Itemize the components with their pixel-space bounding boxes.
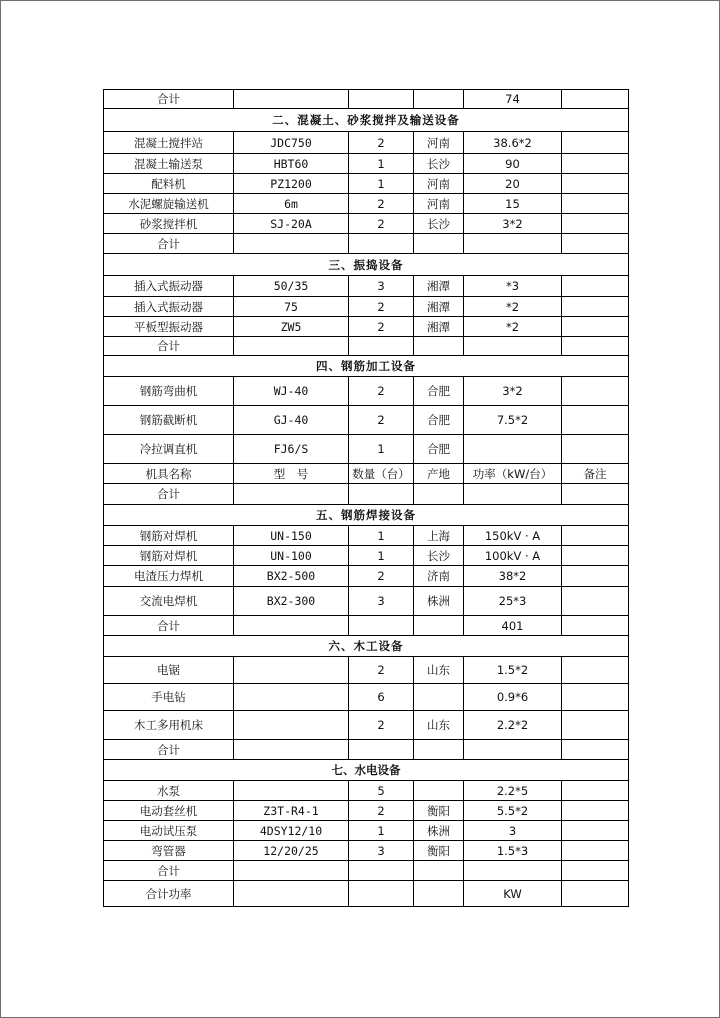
section-header-row [104, 254, 629, 276]
model-cell [234, 337, 349, 356]
equipment-name-cell: 配料机 [104, 174, 234, 194]
model-cell: BX2-300 [234, 587, 349, 616]
model-cell [234, 881, 349, 907]
power-cell: 0.9*6 [464, 684, 562, 711]
equipment-name-cell: 合计 [104, 484, 234, 505]
origin-cell: 湘潭 [414, 297, 464, 317]
power-cell: 38*2 [464, 566, 562, 587]
remark-cell [562, 821, 629, 841]
model-cell: Z3T-R4-1 [234, 801, 349, 821]
table-row [104, 132, 629, 154]
remark-cell [562, 801, 629, 821]
power-cell: 20 [464, 174, 562, 194]
quantity-cell: 3 [349, 587, 414, 616]
power-cell: 401 [464, 616, 562, 636]
quantity-cell: 2 [349, 801, 414, 821]
table-row [104, 657, 629, 684]
origin-cell: 衡阳 [414, 801, 464, 821]
table-row [104, 377, 629, 406]
power-cell: KW [464, 881, 562, 907]
table-row [104, 821, 629, 841]
origin-cell: 合肥 [414, 377, 464, 406]
origin-cell: 上海 [414, 526, 464, 546]
equipment-name-cell: 电锯 [104, 657, 234, 684]
table-row [104, 435, 629, 464]
origin-cell: 产地 [414, 464, 464, 484]
table-row [104, 526, 629, 546]
equipment-table-body [104, 90, 629, 907]
quantity-cell [349, 90, 414, 109]
quantity-cell: 1 [349, 546, 414, 566]
origin-cell: 河南 [414, 194, 464, 214]
equipment-name-cell: 钢筋弯曲机 [104, 377, 234, 406]
table-row [104, 194, 629, 214]
origin-cell [414, 90, 464, 109]
remark-cell [562, 132, 629, 154]
model-cell: 75 [234, 297, 349, 317]
table-row [104, 740, 629, 760]
quantity-cell [349, 861, 414, 881]
table-row [104, 276, 629, 297]
quantity-cell: 6 [349, 684, 414, 711]
table-row [104, 566, 629, 587]
table-row [104, 484, 629, 505]
origin-cell: 山东 [414, 657, 464, 684]
remark-cell [562, 684, 629, 711]
quantity-cell [349, 881, 414, 907]
power-cell: 2.2*5 [464, 781, 562, 801]
remark-cell [562, 214, 629, 234]
remark-cell [562, 740, 629, 760]
quantity-cell: 2 [349, 377, 414, 406]
remark-cell [562, 90, 629, 109]
power-cell: 90 [464, 154, 562, 174]
model-cell [234, 740, 349, 760]
remark-cell [562, 297, 629, 317]
equipment-name-cell: 钢筋对焊机 [104, 546, 234, 566]
quantity-cell: 2 [349, 317, 414, 337]
remark-cell [562, 861, 629, 881]
equipment-name-cell: 手电钻 [104, 684, 234, 711]
table-row [104, 616, 629, 636]
table-row [104, 861, 629, 881]
power-cell: 25*3 [464, 587, 562, 616]
equipment-name-cell: 水泵 [104, 781, 234, 801]
equipment-name-cell: 混凝土输送泵 [104, 154, 234, 174]
origin-cell [414, 861, 464, 881]
table-row [104, 711, 629, 740]
remark-cell [562, 566, 629, 587]
remark-cell: 备注 [562, 464, 629, 484]
power-cell [464, 740, 562, 760]
table-row [104, 841, 629, 861]
quantity-cell [349, 337, 414, 356]
table-row [104, 154, 629, 174]
table-row [104, 801, 629, 821]
power-cell: 3*2 [464, 214, 562, 234]
section-title: 三、振捣设备 [104, 254, 629, 276]
model-cell [234, 484, 349, 505]
origin-cell [414, 616, 464, 636]
power-cell: 3*2 [464, 377, 562, 406]
origin-cell [414, 234, 464, 254]
equipment-name-cell: 合计 [104, 740, 234, 760]
origin-cell: 长沙 [414, 154, 464, 174]
model-cell: WJ-40 [234, 377, 349, 406]
power-cell: *3 [464, 276, 562, 297]
section-title: 四、钢筋加工设备 [104, 356, 629, 377]
remark-cell [562, 616, 629, 636]
table-row [104, 337, 629, 356]
quantity-cell: 数量（台） [349, 464, 414, 484]
table-row [104, 297, 629, 317]
quantity-cell: 2 [349, 657, 414, 684]
origin-cell [414, 684, 464, 711]
quantity-cell: 1 [349, 435, 414, 464]
remark-cell [562, 337, 629, 356]
origin-cell: 湘潭 [414, 317, 464, 337]
remark-cell [562, 526, 629, 546]
power-cell: *2 [464, 317, 562, 337]
quantity-cell [349, 234, 414, 254]
equipment-name-cell: 合计 [104, 90, 234, 109]
quantity-cell: 2 [349, 132, 414, 154]
model-cell: JDC750 [234, 132, 349, 154]
section-header-row [104, 356, 629, 377]
quantity-cell: 1 [349, 174, 414, 194]
power-cell: 15 [464, 194, 562, 214]
origin-cell: 合肥 [414, 406, 464, 435]
model-cell: 50/35 [234, 276, 349, 297]
remark-cell [562, 546, 629, 566]
model-cell [234, 657, 349, 684]
model-cell [234, 711, 349, 740]
equipment-name-cell: 木工多用机床 [104, 711, 234, 740]
table-row [104, 881, 629, 907]
equipment-name-cell: 弯管器 [104, 841, 234, 861]
table-row [104, 317, 629, 337]
origin-cell: 湘潭 [414, 276, 464, 297]
power-cell [464, 234, 562, 254]
remark-cell [562, 174, 629, 194]
remark-cell [562, 154, 629, 174]
model-cell: ZW5 [234, 317, 349, 337]
quantity-cell: 2 [349, 406, 414, 435]
origin-cell [414, 740, 464, 760]
remark-cell [562, 881, 629, 907]
remark-cell [562, 377, 629, 406]
power-cell: 150kV · A [464, 526, 562, 546]
equipment-name-cell: 电动套丝机 [104, 801, 234, 821]
power-cell: 100kV · A [464, 546, 562, 566]
section-header-row [104, 636, 629, 657]
origin-cell [414, 337, 464, 356]
power-cell: 2.2*2 [464, 711, 562, 740]
origin-cell: 山东 [414, 711, 464, 740]
quantity-cell: 2 [349, 566, 414, 587]
quantity-cell: 2 [349, 711, 414, 740]
section-header-row [104, 760, 629, 781]
quantity-cell: 1 [349, 154, 414, 174]
power-cell: 1.5*3 [464, 841, 562, 861]
power-cell [464, 435, 562, 464]
model-cell: UN-100 [234, 546, 349, 566]
model-cell: BX2-500 [234, 566, 349, 587]
section-title: 五、钢筋焊接设备 [104, 505, 629, 526]
origin-cell: 衡阳 [414, 841, 464, 861]
equipment-name-cell: 插入式振动器 [104, 276, 234, 297]
equipment-name-cell: 冷拉调直机 [104, 435, 234, 464]
power-cell: 5.5*2 [464, 801, 562, 821]
origin-cell [414, 484, 464, 505]
origin-cell: 长沙 [414, 214, 464, 234]
table-row [104, 90, 629, 109]
quantity-cell: 2 [349, 214, 414, 234]
section-title: 七、水电设备 [104, 760, 629, 781]
equipment-name-cell: 混凝土搅拌站 [104, 132, 234, 154]
remark-cell [562, 781, 629, 801]
power-cell [464, 861, 562, 881]
quantity-cell: 3 [349, 276, 414, 297]
quantity-cell [349, 484, 414, 505]
remark-cell [562, 484, 629, 505]
quantity-cell: 5 [349, 781, 414, 801]
power-cell: 7.5*2 [464, 406, 562, 435]
section-title: 二、混凝土、砂浆搅拌及输送设备 [104, 109, 629, 132]
power-cell [464, 337, 562, 356]
equipment-name-cell: 合计功率 [104, 881, 234, 907]
model-cell: PZ1200 [234, 174, 349, 194]
origin-cell: 河南 [414, 174, 464, 194]
model-cell: 12/20/25 [234, 841, 349, 861]
section-title: 六、木工设备 [104, 636, 629, 657]
power-cell: 3 [464, 821, 562, 841]
table-row [104, 587, 629, 616]
equipment-name-cell: 机具名称 [104, 464, 234, 484]
remark-cell [562, 406, 629, 435]
remark-cell [562, 711, 629, 740]
remark-cell [562, 841, 629, 861]
model-cell [234, 684, 349, 711]
equipment-name-cell: 合计 [104, 337, 234, 356]
equipment-name-cell: 合计 [104, 861, 234, 881]
model-cell: 4DSY12/10 [234, 821, 349, 841]
quantity-cell [349, 740, 414, 760]
quantity-cell: 1 [349, 526, 414, 546]
model-cell: SJ-20A [234, 214, 349, 234]
table-row [104, 781, 629, 801]
table-row [104, 546, 629, 566]
power-cell: 38.6*2 [464, 132, 562, 154]
equipment-name-cell: 合计 [104, 234, 234, 254]
remark-cell [562, 587, 629, 616]
quantity-cell: 2 [349, 194, 414, 214]
equipment-name-cell: 合计 [104, 616, 234, 636]
equipment-name-cell: 电动试压泵 [104, 821, 234, 841]
table-row [104, 464, 629, 484]
table-row [104, 174, 629, 194]
equipment-name-cell: 钢筋截断机 [104, 406, 234, 435]
table-row [104, 234, 629, 254]
origin-cell [414, 781, 464, 801]
table-row [104, 214, 629, 234]
model-cell: GJ-40 [234, 406, 349, 435]
model-cell: UN-150 [234, 526, 349, 546]
origin-cell: 济南 [414, 566, 464, 587]
model-cell [234, 781, 349, 801]
remark-cell [562, 317, 629, 337]
remark-cell [562, 234, 629, 254]
equipment-name-cell: 插入式振动器 [104, 297, 234, 317]
equipment-name-cell: 交流电焊机 [104, 587, 234, 616]
origin-cell: 株洲 [414, 821, 464, 841]
origin-cell: 合肥 [414, 435, 464, 464]
equipment-name-cell: 水泥螺旋输送机 [104, 194, 234, 214]
model-cell: 型 号 [234, 464, 349, 484]
origin-cell: 长沙 [414, 546, 464, 566]
table-row [104, 684, 629, 711]
model-cell [234, 90, 349, 109]
model-cell [234, 861, 349, 881]
model-cell [234, 234, 349, 254]
model-cell: HBT60 [234, 154, 349, 174]
power-cell: 74 [464, 90, 562, 109]
remark-cell [562, 435, 629, 464]
quantity-cell: 3 [349, 841, 414, 861]
model-cell: 6m [234, 194, 349, 214]
quantity-cell: 1 [349, 821, 414, 841]
power-cell: *2 [464, 297, 562, 317]
quantity-cell [349, 616, 414, 636]
remark-cell [562, 276, 629, 297]
power-cell: 1.5*2 [464, 657, 562, 684]
remark-cell [562, 657, 629, 684]
equipment-name-cell: 砂浆搅拌机 [104, 214, 234, 234]
origin-cell [414, 881, 464, 907]
origin-cell: 河南 [414, 132, 464, 154]
power-cell: 功率（kW/台） [464, 464, 562, 484]
section-header-row [104, 505, 629, 526]
model-cell [234, 616, 349, 636]
section-header-row [104, 109, 629, 132]
quantity-cell: 2 [349, 297, 414, 317]
equipment-name-cell: 平板型振动器 [104, 317, 234, 337]
table-row [104, 406, 629, 435]
power-cell [464, 484, 562, 505]
model-cell: FJ6/S [234, 435, 349, 464]
equipment-name-cell: 钢筋对焊机 [104, 526, 234, 546]
equipment-name-cell: 电渣压力焊机 [104, 566, 234, 587]
remark-cell [562, 194, 629, 214]
origin-cell: 株洲 [414, 587, 464, 616]
equipment-table [103, 89, 629, 907]
